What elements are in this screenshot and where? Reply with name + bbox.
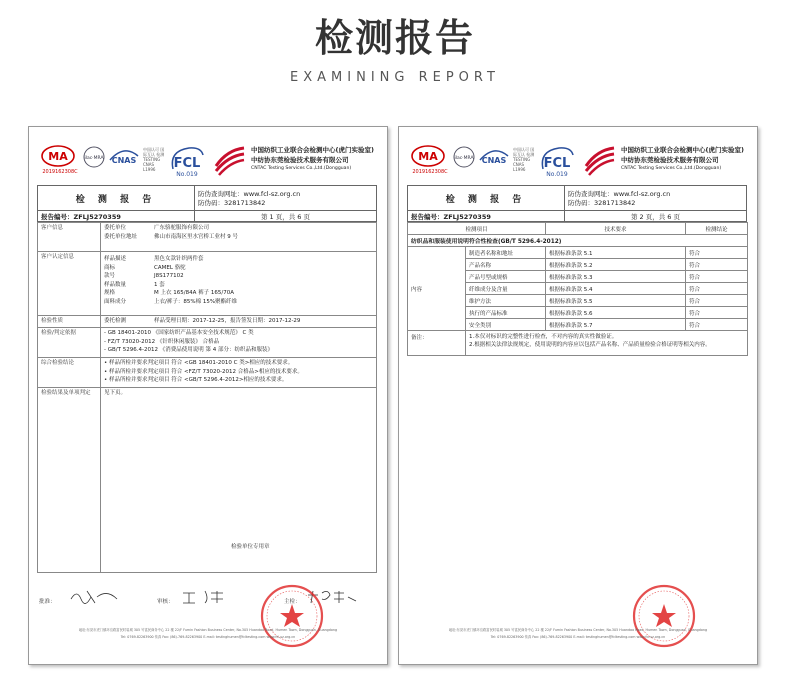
row-item: 执行的产品标准 <box>466 307 546 319</box>
conclusion-item: • 样品所检并要求判定项目 符合 <GB/T 5296.4-2012>相应的技术要求。 <box>104 377 288 384</box>
client-name: 广东骆驼服饰有限公司 <box>154 225 210 231</box>
svg-text:FCL: FCL <box>543 156 571 171</box>
sample-field-row <box>104 272 373 281</box>
sample-field-row <box>104 298 373 307</box>
row-requirement: 根据标准条款 5.4 <box>546 283 686 295</box>
cma-logo <box>41 145 75 167</box>
row-result: 符合 <box>686 271 748 283</box>
row-item: 产品名称 <box>466 259 546 271</box>
client-address: 佛山市南海区里水官桥工业村 9 号 <box>154 233 238 240</box>
verify-info: 防伪查询网址：www.fcl-sz.org.cn 防伪码：3281713842 <box>565 186 747 211</box>
report-header-table <box>407 185 747 222</box>
row-item: 纤维成分及含量 <box>466 283 546 295</box>
seal-caption: 检验单位专用章 <box>231 544 270 550</box>
test-dates: 样品受理日期：2017-12-25，报告签发日期：2017-12-29 <box>154 318 301 324</box>
page-title: 检测报告 <box>314 16 475 60</box>
cnas-logo <box>107 146 141 168</box>
results-text: 见下页。 <box>104 390 127 396</box>
ilac-mra-logo <box>83 146 105 168</box>
col-header-item: 检测项目 <box>408 223 546 235</box>
row-requirement: 根据标准条款 5.5 <box>546 295 686 307</box>
row-requirement: 根据标准条款 5.1 <box>546 247 686 259</box>
logo-bar <box>407 141 747 181</box>
cntac-logo <box>213 144 247 176</box>
sample-field-key: 商标 <box>104 264 116 271</box>
row-requirement: 根据标准条款 5.6 <box>546 307 686 319</box>
approver-signature <box>67 587 123 607</box>
sample-fields <box>101 252 377 316</box>
row-requirement: 根据标准条款 5.2 <box>546 259 686 271</box>
note-item: 1.本仅对标识的完整性进行检查，不对内容的真实性做验证。 <box>469 334 618 340</box>
footer-address: 地址:东莞市虎门镇环岛路富民时装城 305 号富民商务中心 22 楼 22/F Fumin Fashion Business Center, No.305 Huandao Road, Humen Town, Dongguan, Guangdong <box>78 628 338 632</box>
basis-item: - GB 18401-2010 《国家纺织产品基本安全技术规范》 C 类 <box>104 330 254 336</box>
row-item: 安全类别 <box>466 319 546 331</box>
ilac-mra-logo <box>453 146 475 168</box>
row-item: 制造者名称和地址 <box>466 247 546 259</box>
svg-text:MA: MA <box>48 150 68 163</box>
svg-text:CNAS: CNAS <box>481 156 507 165</box>
sample-field-key: 规格 <box>104 290 116 297</box>
basis-label: 检验/判定依据 <box>38 328 101 358</box>
report-body-table: 客户信息 委托单位 广东骆驼服饰有限公司 委托单位地址 佛山市南海区里水官桥工业村 9 号 客户认定信息 样品描述 黑色女款针织两件套 商标 CAMEL 骆驼 款号 J8S177102 样品数量 1 套 规格 M 上衣 165/84A 裤子 165/70A 面料成分 上衣/裤子：85%棉 15%聚酯纤维 检验性质 委托检测 样品受理日期：2017-12-25，报告签发日期：2017-12-29 检验/判定依据 - GB 18401-2010 《国家纺织产品基本安全技术规范》 C 类 - FZ/T 73020-2012 《针织休闲服装》 合格品 - GB/T 5296.4-2012 《消费品使用说明 第 4 部分：纺织品和服装》 综合检验结论 • 样品所检并要求判定项目 符合 <GB 18401-2010 C 类>相应的技术要求。 • 样品所检并要求判定项目 符合 <FZ/T 73020-2012 合格品>相应的技术要求。 • 样品所检并要求判定项目 符合 <GB/T 5296.4-2012>相应的技术要求。 检验结果及单项判定 见下页。 检验单位专用章 <box>37 222 377 573</box>
sample-field-key: 面料成分 <box>104 298 127 305</box>
sample-field-value: J8S177102 <box>154 273 184 280</box>
sample-field-key: 款号 <box>104 273 116 280</box>
report-page-1 <box>28 126 388 665</box>
logo-bar <box>37 141 377 181</box>
conclusion-item: • 样品所检并要求判定项目 符合 <FZ/T 73020-2012 合格品>相应的技术要求。 <box>104 368 303 375</box>
sample-field-key: 样品描述 <box>104 256 127 262</box>
sample-field-row <box>104 281 373 290</box>
report-title: 检 测 报 告 <box>408 186 565 211</box>
row-result: 符合 <box>686 295 748 307</box>
basis-item: - GB/T 5296.4-2012 《消费品使用说明 第 4 部分：纺织品和服装》 <box>104 347 273 354</box>
sample-field-key: 样品数量 <box>104 281 127 288</box>
svg-text:ilac·MRA: ilac·MRA <box>84 156 104 161</box>
cma-number: 2019162308C <box>412 169 448 175</box>
sample-field-value: CAMEL 骆驼 <box>154 264 186 271</box>
cnas-text: 中国认可 国际互认 检测 TESTING CNAS L1996 <box>143 147 165 172</box>
row-item: 维护方法 <box>466 295 546 307</box>
page-number: 第 2 页，共 6 页 <box>565 211 747 222</box>
row-result: 符合 <box>686 259 748 271</box>
sample-field-value: 1 套 <box>154 281 165 288</box>
content-label: 内容 <box>408 247 466 331</box>
row-result: 符合 <box>686 307 748 319</box>
row-requirement: 根据标准条款 5.3 <box>546 271 686 283</box>
cma-number: 2019162308C <box>42 169 78 175</box>
report-page-2 <box>398 126 758 665</box>
svg-text:CNAS: CNAS <box>111 156 137 165</box>
test-type: 委托检测 <box>104 318 127 324</box>
svg-text:No.019: No.019 <box>176 171 198 178</box>
svg-text:MA: MA <box>418 150 438 163</box>
note-item: 2.根据相关法律法规规定，使用说明的内容应以包括产品名称、产品质量检验合格证明等相关内容。 <box>469 342 711 348</box>
row-result: 符合 <box>686 247 748 259</box>
note-label: 备注： <box>408 331 466 356</box>
tester-label: 主检： <box>284 599 301 605</box>
conclusion-item: • 样品所检并要求判定项目 符合 <GB 18401-2010 C 类>相应的技术要求。 <box>104 360 294 366</box>
cnas-logo <box>477 146 511 168</box>
fcl-logo <box>537 143 577 179</box>
test-type-label: 检验性质 <box>38 316 101 328</box>
footer-contacts: Tel: 0769-82263900 传真 Fax: (86)-769-82263900 E-mail: testinghumen@fcltesting.com www.fcl-sz.org.cn <box>490 635 666 639</box>
official-seal-stamp <box>631 583 697 649</box>
section-title: 纺织品和服装使用说明符合性检查(GB/T 5296.4-2012) <box>408 235 748 247</box>
conclusion-label: 综合检验结论 <box>38 358 101 388</box>
approver-label: 批准： <box>39 599 56 605</box>
cnas-text: 中国认可 国际互认 检测 TESTING CNAS L1996 <box>513 147 535 172</box>
col-header-requirement: 技术要求 <box>546 223 686 235</box>
report-title: 检 测 报 告 <box>38 186 195 211</box>
svg-text:ilac·MRA: ilac·MRA <box>454 156 474 161</box>
organization-name: 中国纺织工业联合会检测中心(虎门实验室) 中纺协东莞检验技术服务有限公司 CNTAC Testing Services Co.,Ltd.(Dongguan) <box>621 146 744 171</box>
page-subtitle: EXAMINING REPORT <box>290 70 500 85</box>
cntac-logo <box>583 144 617 176</box>
reviewer-signature <box>179 587 235 607</box>
svg-text:No.019: No.019 <box>546 171 568 178</box>
sample-field-row <box>104 264 373 273</box>
sample-field-row <box>104 255 373 264</box>
sample-info-label: 客户认定信息 <box>38 252 101 316</box>
cma-logo <box>411 145 445 167</box>
row-result: 符合 <box>686 319 748 331</box>
test-results-table <box>407 222 748 356</box>
sample-field-value: 黑色女款针织两件套 <box>154 256 204 262</box>
svg-text:FCL: FCL <box>173 156 201 171</box>
report-number: 报告编号：ZFLJ5270359 <box>408 211 565 222</box>
results-label: 检验结果及单项判定 <box>38 388 101 573</box>
col-header-result: 检测结论 <box>686 223 748 235</box>
row-result: 符合 <box>686 283 748 295</box>
official-seal-stamp <box>259 583 325 649</box>
footer-contacts: Tel: 0769-82263900 传真 Fax: (86)-769-82263900 E-mail: testinghumen@fcltesting.com www.fcl-sz.org.cn <box>120 635 296 639</box>
organization-name: 中国纺织工业联合会检测中心(虎门实验室) 中纺协东莞检验技术服务有限公司 CNTAC Testing Services Co.,Ltd.(Dongguan) <box>251 146 374 171</box>
customer-info-label: 客户信息 <box>38 223 101 252</box>
report-number: 报告编号：ZFLJ5270359 <box>38 211 195 222</box>
fcl-logo <box>167 143 207 179</box>
page-number: 第 1 页，共 6 页 <box>195 211 377 222</box>
footer-address: 地址:东莞市虎门镇环岛路富民时装城 305 号富民商务中心 22 楼 22/F Fumin Fashion Business Center, No.305 Huandao Road, Humen Town, Dongguan, Guangdong <box>448 628 708 632</box>
reviewer-label: 审核： <box>157 599 174 605</box>
row-item: 产品号型或规格 <box>466 271 546 283</box>
verify-info: 防伪查询网址：www.fcl-sz.org.cn 防伪码：3281713842 <box>195 186 377 211</box>
sample-field-value: M 上衣 165/84A 裤子 165/70A <box>154 290 234 297</box>
sample-field-value: 上衣/裤子：85%棉 15%聚酯纤维 <box>154 298 238 305</box>
sample-field-row <box>104 289 373 298</box>
row-requirement: 根据标准条款 5.7 <box>546 319 686 331</box>
report-header-table <box>37 185 377 222</box>
basis-item: - FZ/T 73020-2012 《针织休闲服装》 合格品 <box>104 338 220 345</box>
